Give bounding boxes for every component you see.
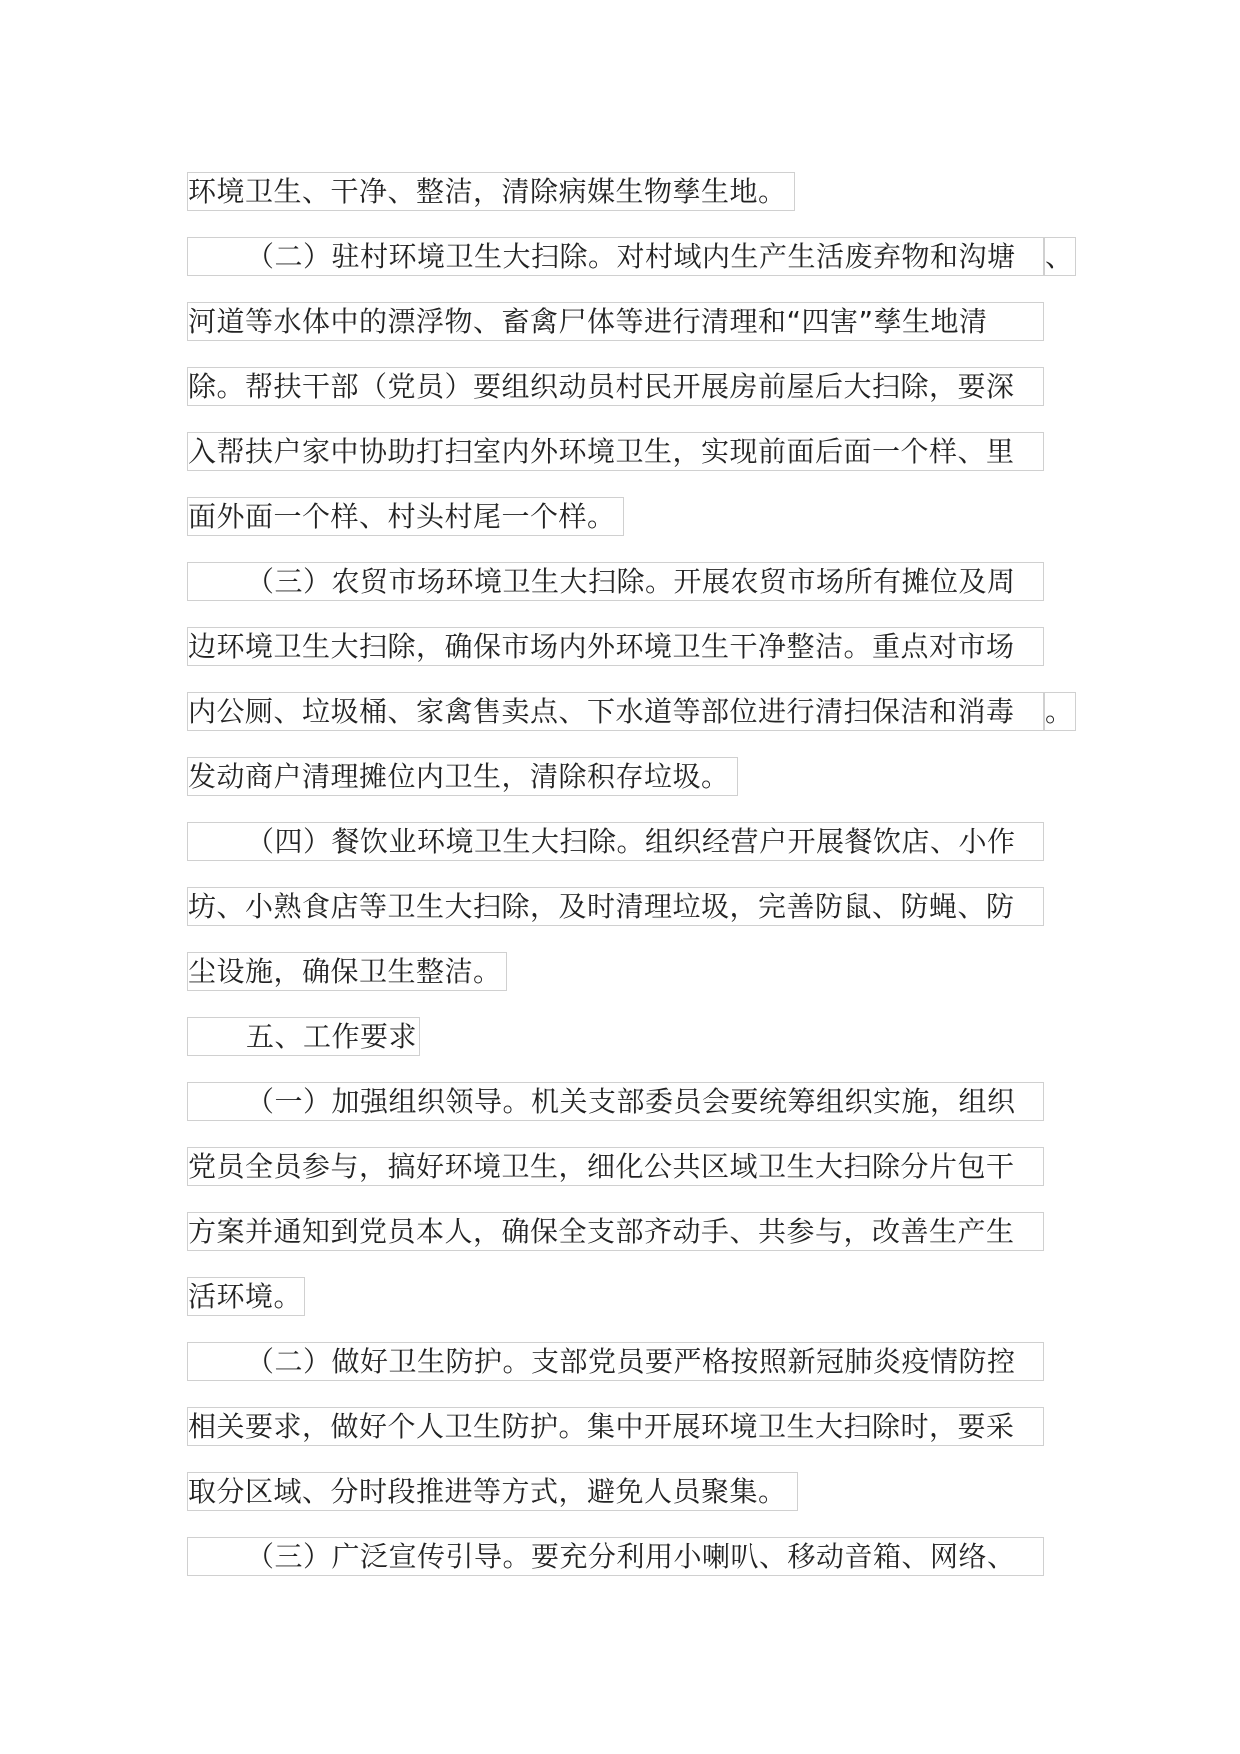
text-line-tail: 、 xyxy=(1044,237,1076,276)
text-line: 相关要求，做好个人卫生防护。集中开展环境卫生大扫除时，要采 xyxy=(187,1407,1044,1446)
text-line: （一）加强组织领导。机关支部委员会要统筹组织实施，组织 xyxy=(187,1082,1044,1121)
text-line: （四）餐饮业环境卫生大扫除。组织经营户开展餐饮店、小作 xyxy=(187,822,1044,861)
text-line: 环境卫生、干净、整洁，清除病媒生物孳生地。 xyxy=(187,172,795,211)
text-line: 入帮扶户家中协助打扫室内外环境卫生，实现前面后面一个样、里 xyxy=(187,432,1044,471)
text-line: 取分区域、分时段推进等方式，避免人员聚集。 xyxy=(187,1472,798,1511)
section-heading: 五、工作要求 xyxy=(187,1017,420,1056)
text-line: （二）驻村环境卫生大扫除。对村域内生产生活废弃物和沟塘 xyxy=(187,237,1044,276)
text-line: 坊、小熟食店等卫生大扫除，及时清理垃圾，完善防鼠、防蝇、防 xyxy=(187,887,1044,926)
text-line: （三）农贸市场环境卫生大扫除。开展农贸市场所有摊位及周 xyxy=(187,562,1044,601)
text-line: 河道等水体中的漂浮物、畜禽尸体等进行清理和“四害”孳生地清 xyxy=(187,302,1044,341)
text-line: 尘设施，确保卫生整洁。 xyxy=(187,952,507,991)
text-line: 方案并通知到党员本人，确保全支部齐动手、共参与，改善生产生 xyxy=(187,1212,1044,1251)
text-line-tail: 。 xyxy=(1044,692,1076,731)
text-line: 发动商户清理摊位内卫生，清除积存垃圾。 xyxy=(187,757,738,796)
text-line: 面外面一个样、村头村尾一个样。 xyxy=(187,497,624,536)
text-line: 活环境。 xyxy=(187,1277,305,1316)
text-line: 党员全员参与，搞好环境卫生，细化公共区域卫生大扫除分片包干 xyxy=(187,1147,1044,1186)
text-line: 边环境卫生大扫除，确保市场内外环境卫生干净整洁。重点对市场 xyxy=(187,627,1044,666)
text-line: 内公厕、垃圾桶、家禽售卖点、下水道等部位进行清扫保洁和消毒 xyxy=(187,692,1044,731)
text-line: 除。帮扶干部（党员）要组织动员村民开展房前屋后大扫除，要深 xyxy=(187,367,1044,406)
text-line: （三）广泛宣传引导。要充分利用小喇叭、移动音箱、网络、 xyxy=(187,1537,1044,1576)
text-line: （二）做好卫生防护。支部党员要严格按照新冠肺炎疫情防控 xyxy=(187,1342,1044,1381)
